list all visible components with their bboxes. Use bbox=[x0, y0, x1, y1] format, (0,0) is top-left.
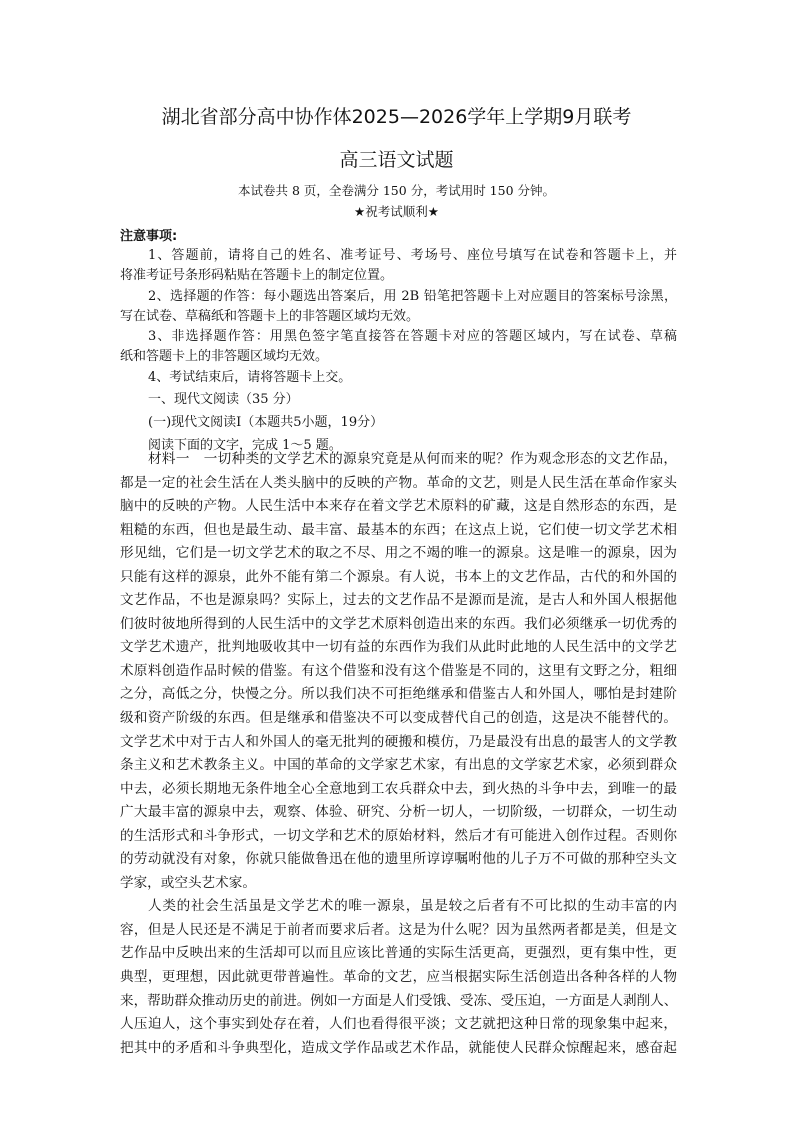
passage-line: 都是一定的社会生活在人类头脑中的反映的产物。革命的文艺，则是人民生活在革命作家头 bbox=[120, 474, 677, 491]
passage-line: 级和资产阶级的东西。但是继承和借鉴决不可以变成替代自己的创造，这是决不能替代的。 bbox=[120, 710, 677, 727]
exam-info: 本试卷共 8 页，全卷满分 150 分，考试用时 150 分钟。 bbox=[237, 183, 555, 198]
notice-line: 将准考证号条形码粘贴在答题卡上的制定位置。 bbox=[120, 268, 394, 284]
notes-heading: 注意事项: bbox=[120, 229, 178, 244]
notes-list bbox=[120, 246, 677, 388]
section-heading: 一、现代文阅读（35 分） bbox=[148, 392, 299, 408]
passage-line: 人压迫人，这个事实到处存在着，人们也看得很平淡；文艺就把这种日常的现象集中起来， bbox=[120, 1016, 677, 1033]
exam-subtitle: 高三语文试题 bbox=[339, 149, 454, 171]
passage-line: 之分，高低之分，快慢之分。所以我们决不可拒绝继承和借鉴古人和外国人，哪怕是封建阶 bbox=[120, 686, 677, 703]
blessing-text: ★祝考试顺利★ bbox=[354, 204, 439, 219]
section-headings bbox=[120, 388, 677, 457]
section-heading: (一)现代文阅读Ⅰ（本题共5小题，19分） bbox=[148, 415, 384, 431]
exam-title: 湖北省部分高中协作体2025—2026学年上学期9月联考 bbox=[161, 106, 632, 128]
passage-line: 材料一 一切种类的文学艺术的源泉究竟是从何而来的呢？作为观念形态的文艺作品， bbox=[148, 451, 677, 467]
passage-line: 的生活形式和斗争形式，一切文学和艺术的原始材料，然后才有可能进入创作过程。否则你 bbox=[120, 827, 677, 844]
passage-line: 脑中的反映的产物。人民生活中本来存在着文学艺术原料的矿藏，这是自然形态的东西，是 bbox=[120, 498, 677, 515]
reading-passage bbox=[120, 448, 677, 1060]
notice-line: 4、考试结束后，请将答题卡上交。 bbox=[148, 369, 352, 385]
passage-line: 只能有这样的源泉，此外不能有第二个源泉。有人说，书本上的文艺作品，古代的和外国的 bbox=[120, 568, 677, 585]
notice-line: 写在试卷、草稿纸和答题卡上的非答题区域均无效。 bbox=[120, 308, 420, 324]
passage-line: 典型，更理想，因此就更带普遍性。革命的文艺，应当根据实际生活创造出各种各样的人物 bbox=[120, 969, 677, 986]
passage-line: 把其中的矛盾和斗争典型化，造成文学作品或艺术作品，就能使人民群众惊醒起来，感奋起 bbox=[120, 1039, 677, 1056]
passage-line: 术原料创造作品时候的借鉴。有这个借鉴和没有这个借鉴是不同的，这里有文野之分，粗细 bbox=[120, 662, 677, 679]
passage-line: 文学艺术中对于古人和外国人的毫无批判的硬搬和模仿，乃是最没有出息的最害人的文学教 bbox=[120, 733, 677, 750]
passage-line: 人类的社会生活虽是文学艺术的唯一源泉，虽是较之后者有不可比拟的生动丰富的内 bbox=[148, 898, 677, 915]
passage-line: 文学艺术遗产，批判地吸收其中一切有益的东西作为我们从此时此地的人民生活中的文学艺 bbox=[120, 639, 677, 656]
passage-line: 们彼时彼地所得到的人民生活中的文学艺术原料创造出来的东西。我们必须继承一切优秀的 bbox=[120, 615, 677, 632]
section-heading: 阅读下面的文字，完成 1～5 题。 bbox=[148, 438, 342, 454]
notice-line: 1、答题前，请将自己的姓名、准考证号、考场号、座位号填写在试卷和答题卡上，并 bbox=[148, 248, 677, 263]
passage-line: 条主义和艺术教条主义。中国的革命的文学家艺术家，有出息的文学家艺术家，必须到群众 bbox=[120, 757, 677, 774]
passage-line: 的劳动就没有对象，你就只能做鲁迅在他的遗里所谆谆嘱咐他的儿子万不可做的那种空头文 bbox=[120, 851, 677, 868]
notice-line: 纸和答题卡上的非答题区域均无效。 bbox=[120, 349, 329, 365]
passage-line: 学家，或空头艺术家。 bbox=[120, 874, 256, 891]
passage-line: 中去，必须长期地无条件地全心全意地到工农兵群众中去，到火热的斗争中去，到唯一的最 bbox=[120, 780, 677, 797]
notice-line: 3、非选择题作答：用黑色签字笔直接答在答题卡对应的答题区域内，写在试卷、草稿 bbox=[148, 329, 677, 345]
passage-line: 容，但是人民还是不满足于前者而要求后者。这是为什么呢？因为虽然两者都是美，但是文 bbox=[120, 921, 677, 938]
passage-line: 粗糙的东西，但也是最生动、最丰富、最基本的东西；在这点上说，它们使一切文学艺术相 bbox=[120, 521, 677, 538]
passage-line: 广大最丰富的源泉中去，观察、体验、研究、分析一切人，一切阶级，一切群众，一切生动 bbox=[120, 804, 677, 821]
passage-line: 来，帮助群众推动历史的前进。例如一方面是人们受饿、受冻、受压迫，一方面是人剥削人、 bbox=[120, 992, 678, 1009]
passage-line: 形见绌，它们是一切文学艺术的取之不尽、用之不竭的唯一的源泉。这是唯一的源泉，因为 bbox=[120, 545, 677, 562]
notice-line: 2、选择题的作答：每小题选出答案后，用 2B 铅笔把答题卡上对应题目的答案标号涂黑， bbox=[148, 288, 677, 304]
passage-line: 文艺作品，不也是源泉吗？实际上，过去的文艺作品不是源而是流，是古人和外国人根据他 bbox=[120, 592, 677, 609]
notes-section bbox=[120, 225, 677, 457]
passage-line: 艺作品中反映出来的生活却可以而且应该比普通的实际生活更高，更强烈，更有集中性，更 bbox=[120, 945, 677, 962]
